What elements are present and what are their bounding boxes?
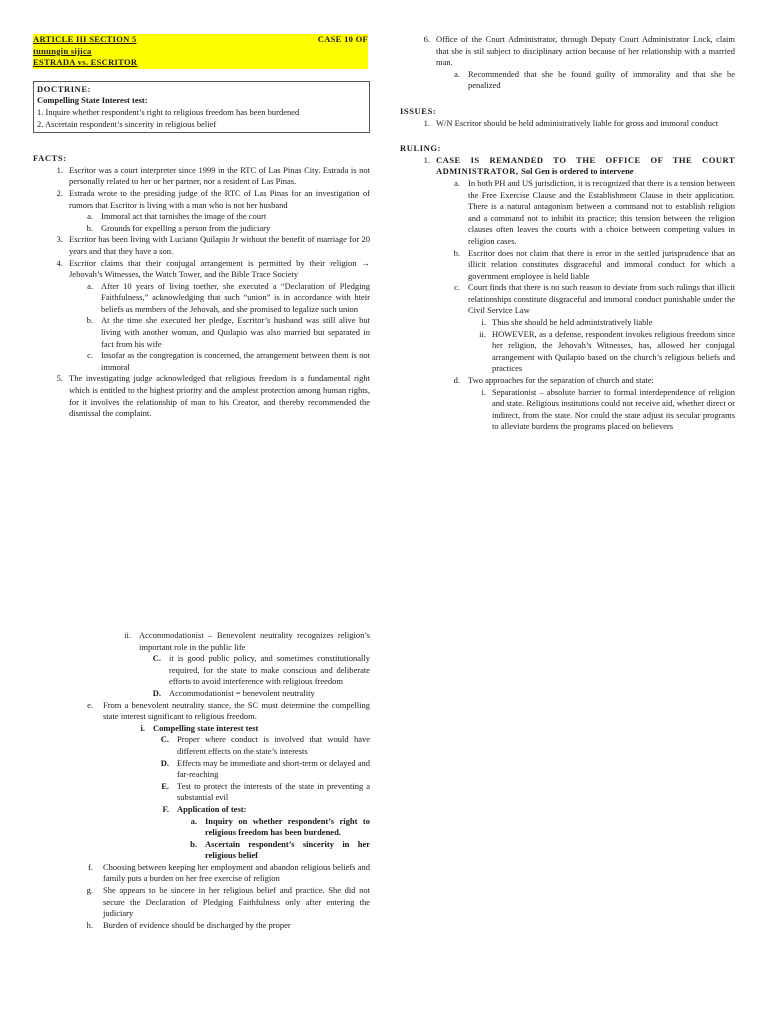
issues-heading: ISSUES: [400, 105, 437, 116]
facts-list-continued [408, 34, 735, 92]
list-item: h. Burden of evidence should be discharged by the proper [86, 919, 291, 930]
list-item: C. Proper where conduct is involved that would have different effects on the state’s interests [160, 734, 370, 756]
sublist [177, 816, 370, 862]
continuation-column [33, 630, 370, 931]
list-item: 4. Escritor claims that their conjugal arrangement is permitted by their religion → Jehovah’s Witnesses, the Watch Tower, and the Bible Trace Society [56, 257, 370, 280]
list-item: e. From a benevolent neutrality stance, the SC must determine the compelling state interest significant to religious freedom. [87, 699, 370, 722]
ruling-heading: RULING: [400, 143, 442, 154]
doctrine-box [33, 81, 370, 133]
list-item: a. Immoral act that tarnishes the image of the court [87, 211, 267, 222]
list-item: a. Recommended that she be found guilty of immorality and that she be penalized [454, 68, 735, 91]
ruling-list-continued [71, 700, 370, 932]
list-item: C. it is good public policy, and sometimes constitutionally required, for the state to make conscious and deliberate efforts to avoid interference with religious freedom [152, 653, 370, 687]
sublist [147, 734, 370, 862]
sublist [464, 317, 735, 375]
list-item: f. Choosing between keeping her employment and abandon religious beliefs and family puts a burden on her free exercise of religion [88, 861, 370, 884]
list-item: 1. W/N Escritor should be held administratively liable for gross and immoral conduct [423, 117, 719, 128]
list-item: c. Insofar as the congregation is concerned, the arrangement between them is not immoral [87, 350, 370, 372]
doctrine-test: Compelling State Interest test: [37, 95, 148, 106]
doctrine-item: 2. Ascertain respondent’s sincerity in religious belief [37, 118, 217, 129]
list-item: b. At the time she executed her pledge, Escritor’s husband was still alive but living with another woman, and Quilapio was also married but separated in fact from his wife [86, 315, 370, 349]
case-name: ESTRADA vs. ESCRITOR [33, 57, 138, 68]
list-item: 2. Estrada wrote to the presiding judge of the RTC of Las Pinas for an investigation of rumors that Escritor is living with a man who is not her husband [56, 187, 370, 210]
left-column [33, 34, 370, 420]
list-item: 1. CASE IS REMANDED TO THE OFFICE OF THE COURT ADMINISTRATOR, Sol Gen is ordered to intervene [423, 154, 735, 177]
list-item: b. Ascertain respondent’s sincerity in her religious belief [190, 838, 370, 861]
list-item: i. Thus she should be held administratively liable [481, 317, 653, 328]
list-item: c. Court finds that there is no such reason to deviate from such rulings that illicit relationships constitute disgraceful and immoral conduct punishable under the Civil Service Law [454, 282, 735, 316]
list-item: a. In both PH and US jurisdiction, it is recognized that there is a tension between the Free Exercise Clause and the Establishment Clause in their application. There is a natural antagonism between a command not to establish religion and a command not to inhibit its practice; this tension between the religion clauses often leaves the courts with a choice between competing values in religion cases. [454, 177, 735, 246]
list-item: 1. Escritor was a court interpreter since 1999 in the RTC of Las Pinas City. Estrada is not personally related to her or her partner, nor a resident of Las Pinas. [56, 164, 370, 187]
list-item: b. Escritor does not claim that there is error in the settled jurisprudence that an illicit relation constitutes disgraceful and immoral conduct for which a government employee is held liable [453, 247, 735, 281]
case-number: CASE 10 OF [317, 34, 368, 44]
list-item: E. Test to protect the interests of the state in preventing a substantial evil [161, 780, 370, 803]
list-item: D. Accommodationist = benevolent neutrality [152, 687, 315, 698]
list-item: ii. Accommodationist – Benevolent neutrality recognizes religion’s important role in the public life [124, 630, 370, 652]
list-item: a. After 10 years of living toether, she executed a “Declaration of Pledging Faithfulness,” acknowledging that such “union” is in accordance with hteir beliefs as members of the Jehovah, and she promised to legalize such union [87, 280, 370, 314]
facts-list [41, 165, 370, 420]
doctrine-label: DOCTRINE: [37, 83, 92, 94]
issues-list [408, 118, 735, 130]
doctrine-item: 1. Inquire whether respondent’s right to religious freedom has been burdened [37, 106, 300, 117]
list-item: ii. HOWEVER, as a defense, respondent invokes religious freedom since her religion, the Jehovah’s Witnesses, has, allowed her conjugal arrangement with Quilapio based on the church’s religious beliefs and practices [479, 328, 735, 374]
facts-heading: FACTS: [33, 153, 67, 164]
article-title: ARTICLE III SECTION 5 [33, 34, 137, 44]
list-item: a. Inquiry on whether respondent’s right to religious freedom has been burdened. [190, 815, 370, 838]
list-item: D. Effects may be immediate and short-term or delayed and far-reaching [160, 757, 370, 780]
sublist [69, 281, 370, 374]
list-item: 6. Office of the Court Administrator, through Deputy Court Administrator Lock, claim that she is stil subject to disciplinary action because of her relationship with a married man. [423, 34, 735, 68]
list-item: d. Two approaches for the separation of church and state: [453, 375, 654, 386]
header-highlight [33, 34, 368, 69]
list-item: b. Grounds for expelling a person from the judiciary [86, 222, 271, 233]
ruling-list [408, 155, 735, 433]
header-subtitle: tunungin sijica [33, 45, 92, 56]
ruling-lead-rest: Sol Gen is ordered to intervene [521, 166, 634, 177]
sublist [139, 653, 370, 699]
sublist [436, 69, 735, 92]
sublist [436, 178, 735, 433]
continuation-list [95, 630, 370, 700]
list-item: F. Application of test: [162, 803, 247, 814]
ruling-lead: CASE IS REMANDED TO THE OFFICE OF THE COURT ADMINISTRATOR, [436, 154, 735, 177]
sublist [464, 387, 735, 433]
list-item: 3. Escritor has been living with Luciano Quilapio Jr without the benefit of marriage for 20 years and that they have a son. [56, 234, 370, 256]
sublist [69, 211, 370, 234]
list-item: i. Compelling state interest test [140, 722, 259, 733]
right-column [400, 34, 735, 433]
list-item: i. Separationist – absolute barrier to formal interdependence of religion and state. Religious institutions could not receive aid, whether direct or indirect, from the state. Nor could the state adjust its secular programs to alleviate burdens the programs placed on believers [481, 386, 735, 432]
list-item: 5. The investigating judge acknowledged that religious freedom is a fundamental right which is entitled to the highest priority and the amplest protection among human rights, for it involves the relationship of man to his Creator, and thereby recommended the dismissal the complaint. [56, 373, 370, 419]
list-item: g. She appears to be sincere in her religious belief and practice. She did not secure the Declaration of Pledging Faithfulness only after entering the judiciary [86, 885, 370, 919]
sublist [127, 723, 370, 862]
